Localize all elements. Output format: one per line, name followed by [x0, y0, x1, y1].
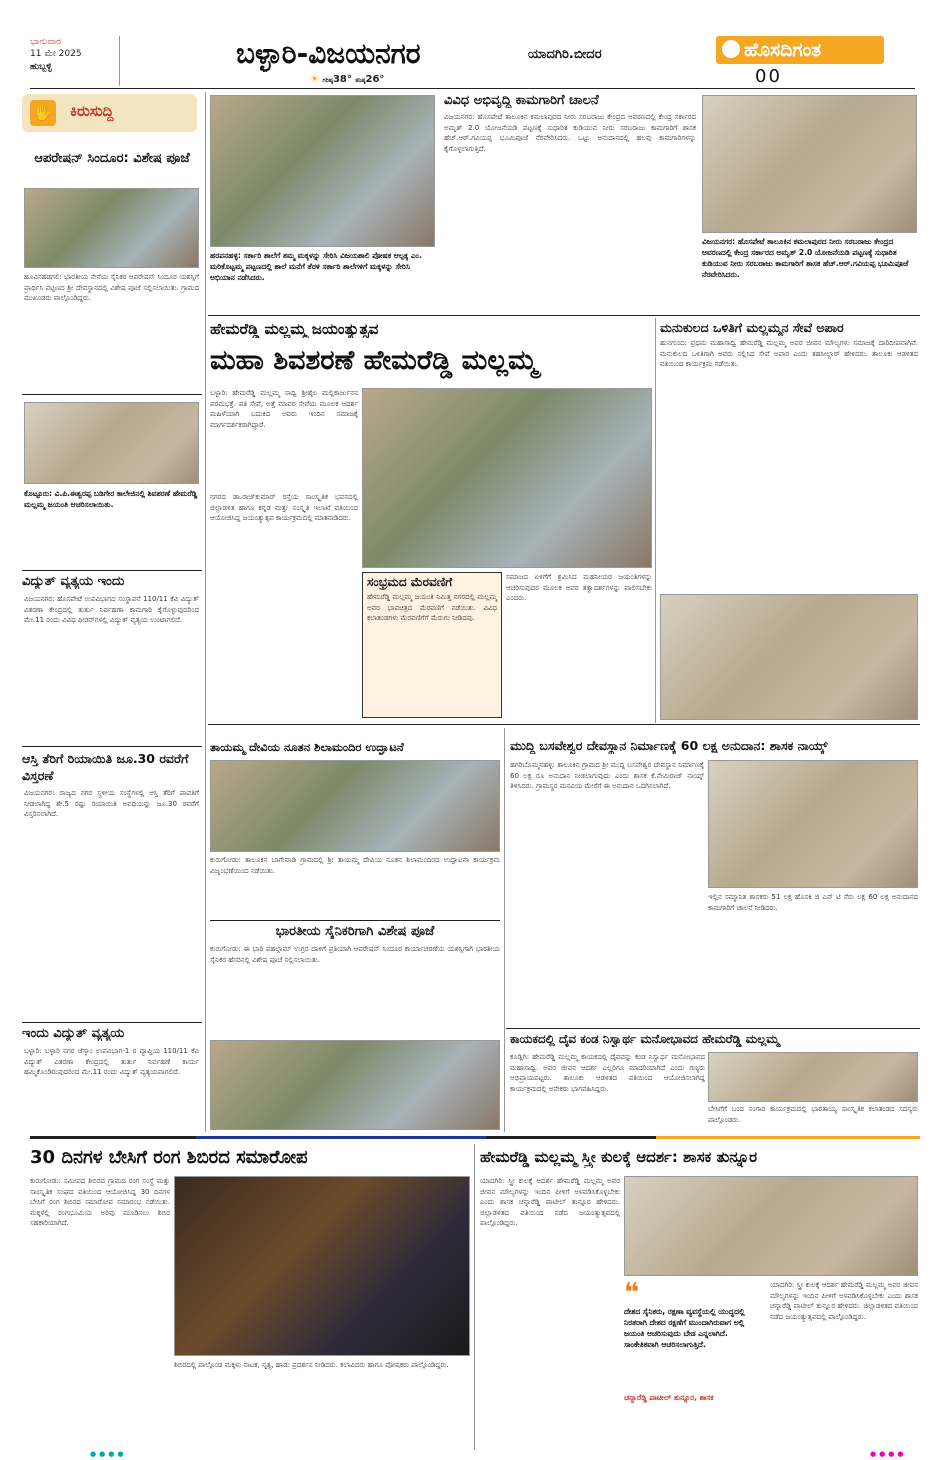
page-number: 00: [755, 66, 782, 87]
lead-kicker: ಹೇಮರೆಡ್ಡಿ ಮಲ್ಲಮ್ಮ ಜಯಂತ್ಯುತ್ಸವ: [210, 320, 379, 338]
tunnur-text: ಯಾದಗಿರಿ: ಸ್ತ್ರೀ ಕುಲಕ್ಕೆ ಆದರ್ಶ ಹೇಮರೆಡ್ಡಿ ಮಲ್ಲಮ್ಮ ಅವರ ಜೀವನ ಮೌಲ್ಯಗಳನ್ನು ಇಂದಿನ ಪೀಳಿಗೆ ಅಳವಡಿಸಿಕೊಳ್ಳಬೇಕು ಎಂದು ಶಾಸಕ ಚನ್ನಾರೆಡ್ಡಿ ಪಾಟೀಲ್ ತುನ್ನೂರ ಹೇಳಿದರು. ಜಿಲ್ಲಾಡಳಿತದ ವತಿಯಿಂದ ನಡೆದ ಜಯಂತ್ಯುತ್ಸವದಲ್ಲಿ ಪಾಲ್ಗೊಂಡಿದ್ದರು.: [480, 1177, 620, 1227]
dev-works-title: ವಿವಿಧ ಅಭಿವೃದ್ಧಿ ಕಾಮಗಾರಿಗೆ ಚಾಲನೆ: [444, 93, 599, 108]
tayamma-photo: [210, 760, 500, 852]
s5-text: ಬಳ್ಳಾರಿ: ಬಳ್ಳಾರಿ ನಗರ ಜೆಸ್ಕಾಂ ಉಪವಿಭಾಗ-1 ರ ವ್ಯಾಪ್ತಿಯ 110/11 ಕೆವಿ ವಿದ್ಯುತ್ ವಿತರಣಾ ಕೇಂದ್ರದಲ್ಲಿ ತುರ್ತು ನಿರ್ವಹಣೆ ಕಾರ್ಯ ಹಮ್ಮಿಕೊಂಡಿರುವುದರಿಂದ ಮೇ.11 ರಂದು ವಿದ್ಯುತ್ ವ್ಯತ್ಯಯವಾಗಲಿದೆ.: [24, 1047, 199, 1076]
students-photo: [210, 95, 435, 247]
s4-title: ಆಸ್ತಿ ತೆರಿಗೆ ರಿಯಾಯಿತಿ ಜೂ.30 ರವರೆಗೆ ವಿಸ್ತರಣೆ: [22, 751, 189, 783]
manukula-photo: [660, 594, 918, 720]
camp-text-2: ಶಿಬಿರದಲ್ಲಿ ಪಾಲ್ಗೊಂಡ ಮಕ್ಕಳು ನಾಟಕ, ನೃತ್ಯ, ಹಾಡು ಪ್ರದರ್ಶನ ನೀಡಿದರು. ಕಲಾವಿದರು ಹಾಗೂ ಪೋಷಕರು ಪಾಲ್ಗೊಂಡಿದ್ದರು.: [174, 1361, 449, 1369]
s3-title: ವಿದ್ಯುತ್ ವ್ಯತ್ಯಯ ಇಂದು: [22, 574, 125, 589]
soldiers-photo: [210, 1040, 500, 1130]
soldiers-title: ಭಾರತೀಯ ಸೈನಿಕರಿಗಾಗಿ ವಿಶೇಷ ಪೂಜೆ: [275, 924, 435, 939]
masthead: [0, 0, 945, 90]
manukula-text: ಹುನಗುಂದ: ಪ್ರಥಮ ಮಹಾಸಾಧ್ವಿ ಹೇಮರೆಡ್ಡಿ ಮಲ್ಲಮ್ಮ ಅವರ ಜೀವನ ಮೌಲ್ಯಗಳು ಸಮಾಜಕ್ಕೆ ದಾರಿದೀಪವಾಗಿವೆ. ಮನುಕುಲದ ಒಳಿತಿಗಾಗಿ ಅವರು ಸಲ್ಲಿಸಿದ ಸೇವೆ ಅಪಾರ ಎಂದು ತಹಸೀಲ್ದಾರ್ ಹೇಳಿದರು. ತಾಲೂಕು ಆಡಳಿತದ ವತಿಯಿಂದ ಕಾರ್ಯಕ್ರಮ ನಡೆಯಿತು.: [660, 339, 918, 368]
s4-text: ವಿಜಯನಗರ: ರಾಜ್ಯದ ನಗರ ಸ್ಥಳೀಯ ಸಂಸ್ಥೆಗಳಲ್ಲಿ ಆಸ್ತಿ ತೆರಿಗೆ ಪಾವತಿಗೆ ನೀಡಲಾಗಿದ್ದ ಶೇ.5 ರಷ್ಟು ರಿಯಾಯಿತಿ ಅವಧಿಯನ್ನು ಜೂ.30 ರವರೆಗೆ ವಿಸ್ತರಿಸಲಾಗಿದೆ.: [24, 789, 199, 818]
manukula-title: ಮನುಕುಲದ ಒಳಿತಿಗೆ ಮಲ್ಲಮ್ಮನ ಸೇವೆ ಅಪಾರ: [660, 320, 844, 335]
lead-text-2: ನಗರದ ಡಾ.ರಾಜ್‌ಕುಮಾರ್ ರಸ್ತೆಯ ಸಾಂಸ್ಕೃತಿಕ ಭವನದಲ್ಲಿ ಜಿಲ್ಲಾಡಳಿತ ಹಾಗೂ ಕನ್ನಡ ಮತ್ತು ಸಂಸ್ಕೃತಿ ಇಲಾಖೆ ವತಿಯಿಂದ ಆಯೋಜಿಸಿದ್ದ ಜಯಂತ್ಯುತ್ಸವ ಕಾರ್ಯಕ್ರಮದಲ್ಲಿ ಮಾತನಾಡಿದರು.: [210, 493, 358, 522]
camp-text: ಕುರುಗೋಡು: ಸಮೀಪದ ಶಿಬಿರದ ಗ್ರಾಮದ ರಂಗ ಸಂಸ್ಥೆ ಮತ್ತು ಸಾಂಸ್ಕೃತಿಕ ಸಂಘದ ವತಿಯಿಂದ ಆಯೋಜಿಸಿದ್ದ 30 ದಿನಗಳ ಬೇಸಿಗೆ ರಂಗ ಶಿಬಿರದ ಸಮಾರೋಪ ಸಮಾರಂಭ ನಡೆಯಿತು. ಮಕ್ಕಳಲ್ಲಿ ರಂಗಭೂಮಿಯ ಅರಿವು ಮೂಡಿಸಲು ಶಿಬಿರ ಸಹಕಾರಿಯಾಗಿದೆ.: [30, 1177, 170, 1227]
tunnur-title: ಹೇಮರೆಡ್ಡಿ ಮಲ್ಲಮ್ಮ ಸ್ತ್ರೀ ಕುಲಕ್ಕೆ ಆದರ್ಶ: ಶಾಸಕ ತುನ್ನೂರ: [480, 1148, 758, 1166]
temp-min: 26: [365, 74, 380, 85]
tayamma-title: ತಾಯಮ್ಮ ದೇವಿಯ ನೂತನ ಶಿಲಾಮಂದಿರ ಉದ್ಘಾಟನೆ: [210, 740, 404, 754]
dev-works-text: ವಿಜಯನಗರ: ಹೊಸಪೇಟೆ ತಾಲೂಕಿನ ಕಮಲಾಪುರದ ನೀರು ಸರಬರಾಜು ಕೇಂದ್ರದ ಆವರಣದಲ್ಲಿ ಕೇಂದ್ರ ಸರ್ಕಾರದ ಅಮೃತ್ 2.0 ಯೋಜನೆಯಡಿ ಪಟ್ಟಣಕ್ಕೆ ಸುಧಾರಿತ ಕುಡಿಯುವ ನೀರು ಸರಬರಾಜು ಕಾಮಗಾರಿಗೆ ಶಾಸಕ ಹೆಚ್.ಆರ್.ಗವಿಯಪ್ಪ ಭೂಮಿಪೂಜೆ ನೆರವೇರಿಸಿದರು. ಒಟ್ಟು ಅನುದಾನದಲ್ಲಿ ಹಲವು ಕಾಮಗಾರಿಗಳನ್ನು ಕೈಗೊಳ್ಳಲಾಗುತ್ತಿದೆ.: [444, 113, 696, 153]
print-marks-right: ●●●●: [870, 1450, 907, 1458]
lead-photo: [362, 388, 652, 568]
weather: ☀ ಗರಿಷ್ಠ38° ಕನಿಷ್ಠ26°: [310, 74, 385, 85]
tunnur-text-2: ಯಾದಗಿರಿ: ಸ್ತ್ರೀ ಕುಲಕ್ಕೆ ಆದರ್ಶ ಹೇಮರೆಡ್ಡಿ ಮಲ್ಲಮ್ಮ ಅವರ ಜೀವನ ಮೌಲ್ಯಗಳನ್ನು ಇಂದಿನ ಪೀಳಿಗೆ ಅಳವಡಿಸಿಕೊಳ್ಳಬೇಕು ಎಂದು ಶಾಸಕ ಚನ್ನಾರೆಡ್ಡಿ ಪಾಟೀಲ್ ತುನ್ನೂರ ಹೇಳಿದರು. ಜಿಲ್ಲಾಡಳಿತದ ವತಿಯಿಂದ ನಡೆದ ಜಯಂತ್ಯುತ್ಸವದಲ್ಲಿ ಪಾಲ್ಗೊಂಡಿದ್ದರು.: [770, 1281, 918, 1321]
mudhi-caption: ಇಲ್ಲಿನ ಸಮ್ಮಾನಿತ ಶಾಸಕರು 51 ಲಕ್ಷ ಹೊಸಕಿ ಜಿ ಎನ್ ಟಿ ನೆರು ಲಕ್ಷ 60 ಲಕ್ಷ ಅನುದಾನದ ಕಾಮಗಾರಿಗೆ ಚಾಲನೆ ನೀಡಿದರು.: [708, 893, 918, 912]
mudhi-photo: [708, 760, 918, 888]
mudhi-text: ಹಗರಿಬೊಮ್ಮನಹಳ್ಳಿ: ತಾಲೂಕಿನ ಗ್ರಾಮದ ಶ್ರೀ ಮುದ್ದಿ ಬಸವೇಶ್ವರ ದೇವಸ್ಥಾನ ನಿರ್ಮಾಣಕ್ಕೆ 60 ಲಕ್ಷ ರೂ ಅನುದಾನ ನೀಡಲಾಗುವುದು ಎಂದು ಶಾಸಕ ಕೆ.ನೇಮಿರಾಜ್ ನಾಯ್ಕ್ ತಿಳಿಸಿದರು. ಗ್ರಾಮಸ್ಥರ ಮನವಿಯ ಮೇರೆಗೆ ಈ ಅನುದಾನ ಒದಗಿಸಲಾಗಿದೆ.: [510, 761, 704, 790]
kayaka-text: ಕೂಡ್ಲಿಗಿ: ಹೇಮರೆಡ್ಡಿ ಮಲ್ಲಮ್ಮ ಕಾಯಕದಲ್ಲಿ ದೈವವನ್ನು ಕಂಡ ನಿಸ್ವಾರ್ಥ ಮನೋಭಾವದ ಮಹಾಸಾಧ್ವಿ. ಅವರ ಜೀವನ ಆದರ್ಶ ಎಲ್ಲರಿಗೂ ಮಾದರಿಯಾಗಿದೆ ಎಂದು ಗಣ್ಯರು ಅಭಿಪ್ರಾಯಪಟ್ಟರು. ತಾಲೂಕು ಆಡಳಿತದ ವತಿಯಿಂದ ಆಯೋಜಿಸಲಾಗಿದ್ದ ಕಾರ್ಯಕ್ರಮದಲ್ಲಿ ಅನೇಕರು ಭಾಗವಹಿಸಿದ್ದರು.: [510, 1053, 705, 1093]
dev-works-photo: [702, 95, 917, 233]
s1-title: ಆಪರೇಷನ್ ಸಿಂದೂರ: ವಿಶೇಷ ಪೂಜೆ: [34, 151, 190, 166]
lamp-icon: [722, 40, 740, 58]
s3-text: ವಿಜಯನಗರ: ಹೊಸಪೇಟೆ ಉಪವಿಭಾಗದ ಸಂಸ್ಥಾಪನೆ 110/11 ಕೆವಿ ವಿದ್ಯುತ್ ವಿತರಣಾ ಕೇಂದ್ರದಲ್ಲಿ ತುರ್ತು ನಿರ್ವಹಣಾ ಕಾಮಗಾರಿ ಕೈಗೊಳ್ಳುವುದರಿಂದ ಮೇ.11 ರಂದು ವಿವಿಧ ಫೀಡರ್‌ಗಳಲ್ಲಿ ವಿದ್ಯುತ್ ವ್ಯತ್ಯಯ ಉಂಟಾಗಲಿದೆ.: [24, 595, 199, 624]
dev-works-caption: ವಿಜಯನಗರ: ಹೊಸಪೇಟೆ ತಾಲೂಕಿನ ಕಮಲಾಪುರದ ನೀರು ಸರಬರಾಜು ಕೇಂದ್ರದ ಆವರಣದಲ್ಲಿ ಕೇಂದ್ರ ಸರ್ಕಾರದ ಅಮೃತ್ 2.0 ಯೋಜನೆಯಡಿ ಪಟ್ಟಣಕ್ಕೆ ಸುಧಾರಿತ ಕುಡಿಯುವ ನೀರು ಸರಬರಾಜು ಕಾಮಗಾರಿಗೆ ಶಾಸಕ ಹೆಚ್.ಆರ್.ಗವಿಯಪ್ಪ ಭೂಮಿಪೂಜೆ ನೆರವೇರಿಸಿದರು.: [702, 237, 909, 279]
tayamma-text: ಕುರುಗೋಡು: ತಾಲೂಕಿನ ಬಾಗೇವಾಡಿ ಗ್ರಾಮದಲ್ಲಿ ಶ್ರೀ ತಾಯಮ್ಮ ದೇವಿಯ ನೂತನ ಶಿಲಾಮಂದಿರದ ಉದ್ಘಾಟನಾ ಕಾರ್ಯಕ್ರಮ ವಿಜೃಂಭಣೆಯಿಂದ ನಡೆಯಿತು.: [210, 856, 500, 875]
page-subtitle: ಯಾದಗಿರಿ.ಬೀದರ: [528, 47, 602, 62]
s1-photo: [24, 188, 199, 268]
temp-max: 38: [332, 74, 347, 85]
mudhi-title: ಮುದ್ದಿ ಬಸವೇಶ್ವರ ದೇವಸ್ಥಾನ ನಿರ್ಮಾಣಕ್ಕೆ 60 ಲಕ್ಷ ಅನುದಾನ: ಶಾಸಕ ನಾಯ್ಕ್: [510, 738, 828, 753]
lead-sub-title: ಸಂಭ್ರಮದ ಮೆರವಣಿಗೆ: [367, 575, 453, 589]
sun-icon: ☀: [310, 74, 319, 85]
lead-text-1: ಬಳ್ಳಾರಿ: ಹೇಮರೆಡ್ಡಿ ಮಲ್ಲಮ್ಮ ಸಾಧ್ವಿ ಶ್ರೀಶೈಲ ಮಲ್ಲಿಕಾರ್ಜುನನ ಪರಮಭಕ್ತೆ. ಪತಿ ಸೇವೆ, ಅತ್ತೆ ಮಾವರ ಸೇವೆಯ ಮೂಲಕ ಆದರ್ಶ ಮಹಿಳೆಯಾಗಿ ಬದುಕಿದ ಅವರು ಇಂದಿನ ಸಮಾಜಕ್ಕೆ ಮಾರ್ಗದರ್ಶಕರಾಗಿದ್ದಾರೆ.: [210, 389, 358, 429]
city-label: ಹುಬ್ಬಳ್ಳಿ: [30, 62, 52, 72]
camp-title: 30 ದಿನಗಳ ಬೇಸಿಗೆ ರಂಗ ಶಿಬಿರದ ಸಮಾರೋಪ: [30, 1147, 308, 1168]
thumbs-icon: ✋: [30, 100, 56, 126]
date-label: 11 ಮೇ 2025: [30, 49, 82, 59]
s2-caption: ಕೊಟ್ಟೂರು: ವಿ.ಪಿ.ಈಶ್ವರಪ್ಪ ಬಡಿಗೇರ ಕಾಲೇಜಿನಲ್ಲಿ ಶಿವಶರಣೆ ಹೇಮರೆಡ್ಡಿ ಮಲ್ಲಮ್ಮ ಜಯಂತಿ ಆಚರಿಸಲಾಯಿತು.: [24, 489, 198, 509]
tunnur-photo: [624, 1176, 918, 1276]
lead-sub-text: ಹೇಮರೆಡ್ಡಿ ಮಲ್ಲಮ್ಮ ಜಯಂತಿ ನಿಮಿತ್ತ ನಗರದಲ್ಲಿ ಮಲ್ಲಮ್ಮ ಅವರ ಭಾವಚಿತ್ರದ ಮೆರವಣಿಗೆ ನಡೆಯಿತು. ವಿವಿಧ ಕಲಾತಂಡಗಳು ಮೆರವಣಿಗೆಗೆ ಮೆರುಗು ನೀಡಿದವು.: [367, 593, 497, 622]
s5-title: ಇಂದು ವಿದ್ಯುತ್ ವ್ಯತ್ಯಯ: [22, 1026, 125, 1041]
soldiers-text: ಕುರುಗೋಡು: ಈ ಭಾರಿ ಪಹಲ್ಗಾಮ್ ಉಗ್ರರ ದಾಳಿಗೆ ಪ್ರತಿಯಾಗಿ ಆಪರೇಷನ್ ಸಿಂದೂರ ಕಾರ್ಯಾಚರಣೆಯ ಯಶಸ್ಸಿಗಾಗಿ ಭಾರತೀಯ ಸೈನಿಕರ ಹೆಸರಿನಲ್ಲಿ ವಿಶೇಷ ಪೂಜೆ ಸಲ್ಲಿಸಲಾಯಿತು.: [210, 945, 500, 964]
s2-photo: [24, 402, 199, 484]
page-title: ಬಳ್ಳಾರಿ-ವಿಜಯನಗರ: [236, 37, 421, 70]
quote-box: [624, 1280, 764, 1430]
date-block: [30, 36, 120, 86]
sidebar: [22, 92, 202, 1132]
kayaka-caption: ಬೇಸಿಗೆಗೆ ಬಂದ ಸಂಗಾರ ಕಾರ್ಯಕ್ರಮದಲ್ಲಿ ಭಾರತಾಯ್ಯ ಸಾಂಸ್ಕೃತಿಕ ಕಲಾತಂಡದ ಸದಸ್ಯರು ಪಾಲ್ಗೊಂಡರು.: [708, 1105, 918, 1124]
s1-text: ಹೂವಿನಹಡಗಲಿ: ಭಾರತೀಯ ಸೇನೆಯ ಸೈನಿಕರ ಆಪರೇಷನ್ ಸಿಂದೂರ ಯಶಸ್ಸಿಗೆ ಪ್ರಾರ್ಥಿಸಿ ಪಟ್ಟಣದ ಶ್ರೀ ದೇವಸ್ಥಾನದಲ್ಲಿ ವಿಶೇಷ ಪೂಜೆ ಸಲ್ಲಿಸಲಾಯಿತು. ಗ್ರಾಮದ ಮುಖಂಡರು ಪಾಲ್ಗೊಂಡಿದ್ದರು.: [24, 273, 199, 302]
camp-photo: [174, 1176, 470, 1356]
lead-text-3: ಸಮಾಜದ ಏಳಿಗೆಗೆ ಶ್ರಮಿಸಿದ ಮಹನೀಯರ ಜಯಂತಿಗಳನ್ನು ಆಚರಿಸುವುದರ ಮೂಲಕ ಅವರ ತತ್ವಾದರ್ಶಗಳನ್ನು ಪಾಲಿಸಬೇಕು ಎಂದರು.: [506, 573, 652, 602]
kayaka-photo: [708, 1052, 918, 1102]
students-caption: ಹರಪನಹಳ್ಳಿ: ಸರ್ಕಾರಿ ಶಾಲೆಗೆ ತಮ್ಮ ಮಕ್ಕಳನ್ನು ಸೇರಿಸಿ ವಿಜಯಶಾಲಿ ಪೋಷಕ ಆಲ್ಪಕ್ಕ ಎಂ. ಮರಿಕೊಟ್ಟಮ್ಮ ಪಟ್ಟಣದಲ್ಲಿ ಶಾಲೆ ಮನೆಗೆ ತೆರಳಿ ಸರ್ಕಾರಿ ಶಾಲೆಗಳಿಗೆ ಮಕ್ಕಳನ್ನು ಸೇರಿಸಿ ಅಭಿಯಾನ ನಡೆಸಿದರು.: [210, 251, 422, 282]
quote-text: ದೇಶದ ಸೈನಿಕರು, ರಕ್ಷಣಾ ವ್ಯವಸ್ಥೆಯಲ್ಲಿ ಯುದ್ಧದಲ್ಲಿ ನಿರತರಾಗಿ ದೇಶದ ರಕ್ಷಣೆಗೆ ಮುಂದಾಗಿರುವಾಗ ಅಲ್ಲಿ ಜಯಂತಿ ಆಚರಿಸುವುದು ಬೇಡ ಎನ್ನಲಾಗಿದೆ. ಸಾಂಕೇತಿಕವಾಗಿ ಆಚರಿಸಲಾಗುತ್ತಿದೆ.: [624, 1307, 745, 1349]
section-header: [22, 94, 197, 132]
lead-headline: ಮಹಾ ಶಿವಶರಣೆ ಹೇಮರೆಡ್ಡಿ ಮಲ್ಲಮ್ಮ: [210, 345, 538, 376]
section-label: ಕಿರುಸುದ್ದಿ: [70, 102, 114, 120]
paper-logo: ಹೊಸದಿಗಂತ: [716, 36, 884, 64]
kayaka-title: ಕಾಯಕದಲ್ಲಿ ದೈವ ಕಂಡ ನಿಸ್ವಾರ್ಥ ಮನೋಭಾವದ ಹೇಮರೆಡ್ಡಿ ಮಲ್ಲಮ್ಮ: [510, 1032, 780, 1046]
quote-author: ಚನ್ನಾರೆಡ್ಡಿ ಪಾಟೀಲ್ ತುನ್ನೂರ, ಶಾಸಕ: [624, 1393, 714, 1402]
print-marks: ●●●●: [90, 1450, 127, 1458]
day-label: ಭಾನುವಾರ: [30, 37, 61, 47]
quote-icon: ❝: [624, 1278, 640, 1308]
lead-subbox: [362, 572, 502, 718]
